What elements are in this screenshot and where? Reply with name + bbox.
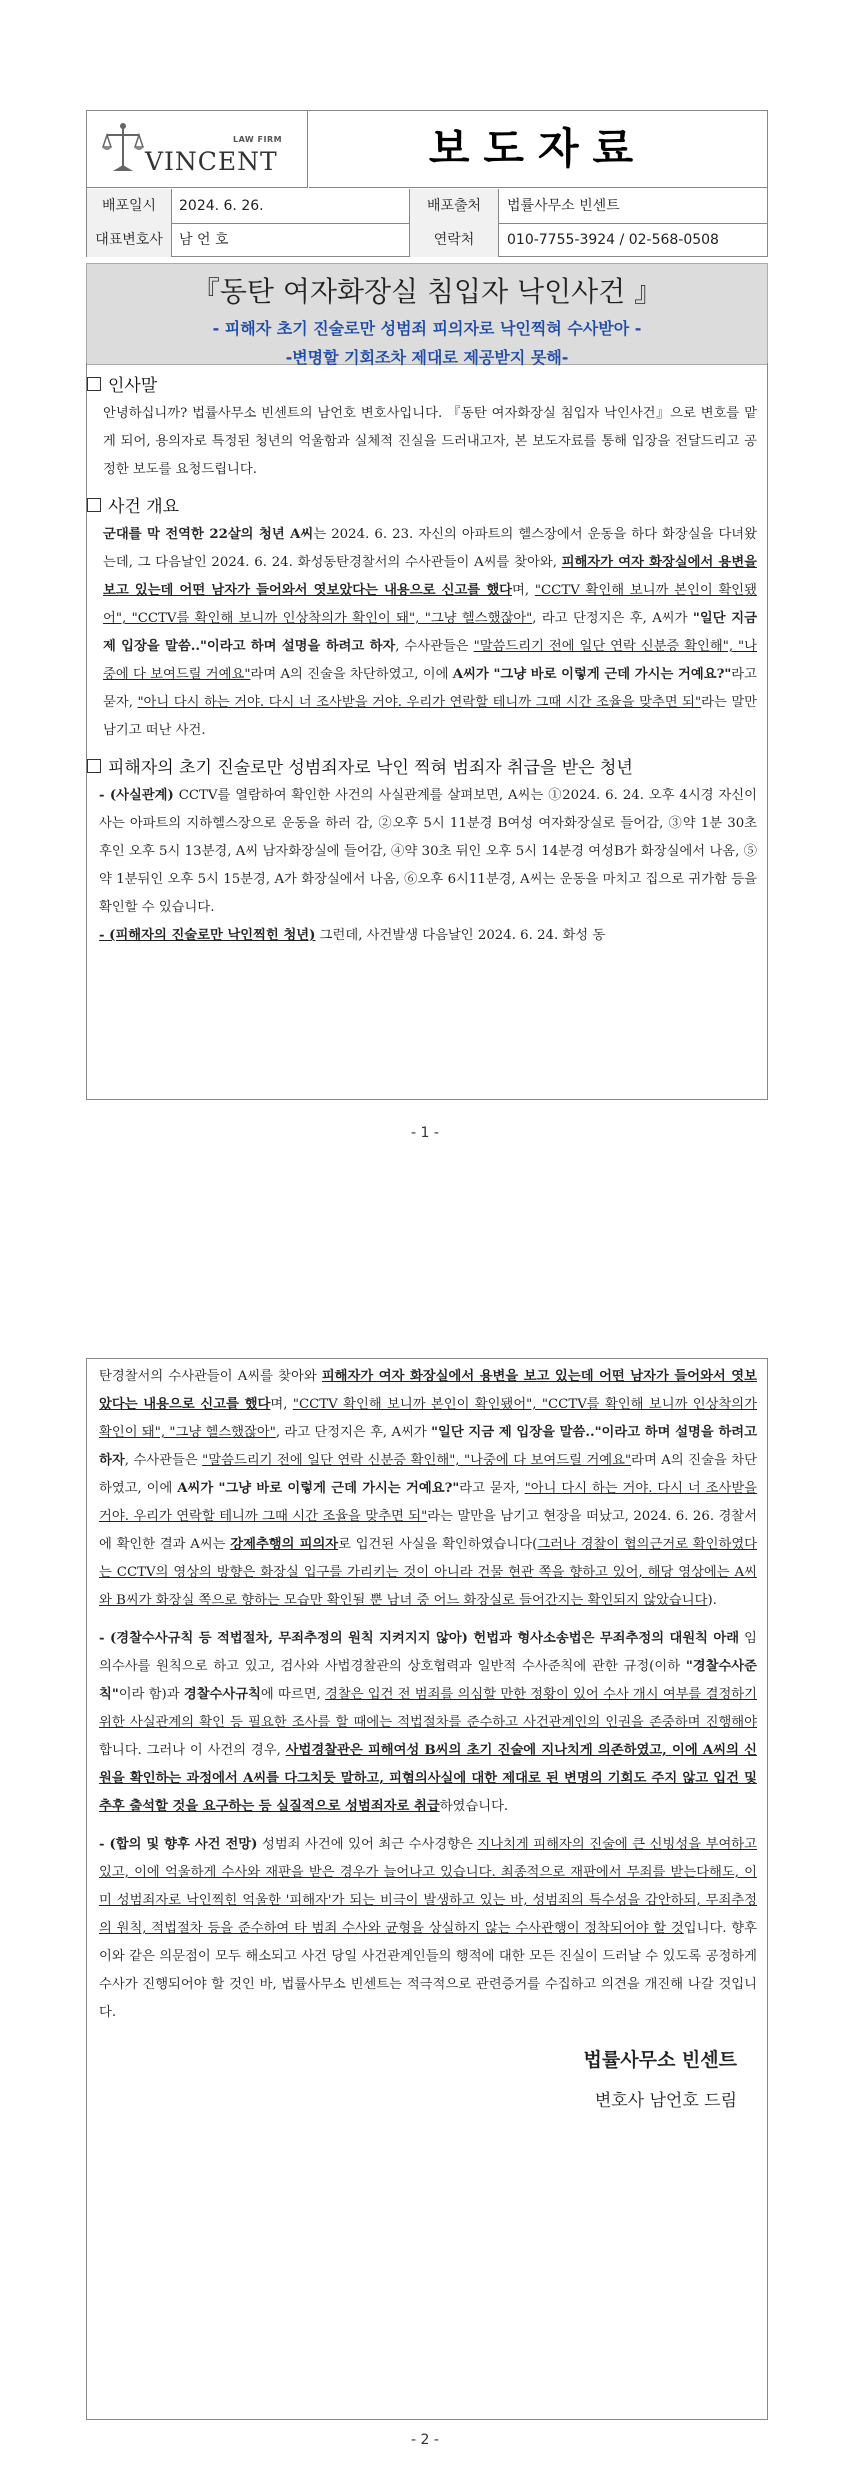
overview-text: 라며 A의 진술을 차단하였고, 이에 xyxy=(250,667,453,682)
outlook-paragraph xyxy=(87,1831,767,2027)
contact-label: 연락처 xyxy=(409,223,499,257)
body-text: 라고 묻자, xyxy=(459,1481,525,1496)
signature-firm: 법률사무소 빈센트 xyxy=(583,2049,737,2071)
section-victim-statement xyxy=(87,753,767,778)
body-quote: "일단 지금 제 입장을 말씀.."이라고 하며 설명을 하려고 하자 xyxy=(99,1425,757,1468)
body-term: "경찰수사준칙" xyxy=(99,1659,757,1702)
headline-subtitle-2: -변명할 기회조차 제대로 제공받지 못해- xyxy=(285,348,569,367)
contact-value: 010-7755-3924 / 02-568-0508 xyxy=(507,232,719,248)
body-text: 며, xyxy=(270,1397,293,1412)
branded-youth-paragraph xyxy=(87,922,767,950)
section-victim-title: 피해자의 초기 진술로만 성범죄자로 낙인 찍혀 범죄자 취급을 받은 청년 xyxy=(108,758,633,778)
body-text: 라며 A의 진술을 차단하였고, 이에 xyxy=(99,1453,757,1496)
signature-lawyer: 변호사 남언호 드림 xyxy=(594,2091,737,2111)
firm-logo-subtitle: LAW FIRM xyxy=(233,135,283,144)
representative-label: 대표변호사 xyxy=(87,223,172,257)
page-number: - 2 - xyxy=(411,2432,439,2448)
body-text: 하였습니다. xyxy=(439,1799,509,1814)
body-text: 로 입건된 사실을 확인하였습니다( xyxy=(338,1537,538,1552)
body-text: 이라 함)과 xyxy=(118,1687,184,1702)
headline-banner xyxy=(86,263,768,365)
body-quote: "아니 다시 하는 거야. 다시 너 조사받을 거야. 우리가 연락할 테니까 그때 시간 조율을 맞추면 되" xyxy=(99,1481,758,1524)
header-row-2 xyxy=(87,223,767,257)
overview-quote: "일단 지금 제 입장을 말씀.."이라고 하며 설명을 하려고 하자 xyxy=(103,611,757,654)
overview-text: , 수사관들은 xyxy=(395,639,474,654)
page-1 xyxy=(0,0,850,1190)
release-source-value: 법률사무소 빈센트 xyxy=(507,198,620,214)
overview-text: 며, xyxy=(512,583,535,598)
release-source-label: 배포출처 xyxy=(409,189,499,223)
document-type-title: 보도자료 xyxy=(309,111,767,188)
due-process-label: - (경찰수사규칙 등 적법절차, 무죄추정의 원칙 지켜지지 않아) 헌법과 형사소송법은 무죄추정의 대원칙 아래 xyxy=(99,1631,740,1646)
body-text: 에 따르면, xyxy=(260,1687,326,1702)
section-overview-title: 사건 개요 xyxy=(108,497,180,517)
overview-text: 는 2024. 6. 23. 자신의 아파트의 헬스장에서 운동을 하다 화장실을 다녀왔는데, 그 다음날인 2024. 6. 24. 화성동탄경찰서의 수사관들이 A씨를 찾아와, xyxy=(103,527,757,570)
body-rule: 경찰은 입건 전 범죄를 의심할 만한 정황이 있어 수사 개시 여부를 결정하기 위한 사실관계의 확인 등 필요한 조사를 할 때에는 적법절차를 준수하고 사건관계인의 인권을 존중하며 진행해야 xyxy=(99,1687,758,1730)
firm-logo xyxy=(87,111,308,188)
suspect-status: 강제추행의 피의자 xyxy=(230,1537,339,1552)
page-2 xyxy=(0,1300,850,2465)
body-report: 피해자가 여자 화장실에서 용변을 보고 있는데 어떤 남자가 들어와서 엿보았다는 내용으로 신고를 했다 xyxy=(99,1369,757,1412)
release-date-value: 2024. 6. 26. xyxy=(179,198,264,214)
page-number: - 1 - xyxy=(411,1125,439,1141)
body-text: 성범죄 사건에 있어 최근 수사경향은 xyxy=(257,1837,478,1852)
due-process-paragraph xyxy=(87,1625,767,1821)
header-row-1 xyxy=(87,189,767,224)
facts-label: - (사실관계) xyxy=(99,788,174,803)
body-term: 경찰수사규칙 xyxy=(183,1687,261,1702)
body-quote: A씨가 "그냥 바로 이렇게 근데 가시는 거예요?" xyxy=(177,1481,460,1496)
body-text: 합니다. 그러나 이 사건의 경우, xyxy=(99,1743,286,1758)
body-text: ). xyxy=(707,1593,717,1608)
checkbox-icon xyxy=(87,759,101,773)
body-trend: 지나치게 피해자의 진술에 큰 신빙성을 부여하고 있고, 이에 억울하게 수사와 재판을 받은 경우가 늘어나고 있습니다. 최종적으로 재판에서 무죄를 받는다해도, 이미 성범죄자로 낙인찍힌 억울한 '피해자'가 되는 비극이 발생하고 있는 바, 성범죄의 특수성을 감안하되, 무죄추정의 원칙, 적법절차 등을 준수하여 타 범죄 수사와 균형을 상실하지 않는 수사관행이 정착되어야 할 것 xyxy=(99,1837,757,1936)
overview-subject: 군대를 막 전역한 22살의 청년 A씨 xyxy=(103,527,314,542)
cctv-note: 그러나 경찰이 협의근거로 확인하였다는 CCTV의 영상의 방향은 화장실 입구를 가리키는 것이 아니라 건물 현관 쪽을 향하고 있어, 해당 영상에는 A씨와 B씨가 화장실 쪽으로 향하는 모습만 확인될 뿐 남녀 중 어느 화장실로 들어간지는 확인되지 않았습니다 xyxy=(99,1537,758,1608)
overview-report: 피해자가 여자 화장실에서 용변을 보고 있는데 어떤 남자가 들어와서 엿보았다는 내용으로 신고를 했다 xyxy=(103,555,758,598)
page-2-body xyxy=(86,1358,768,2420)
overview-quote: "CCTV 확인해 보니까 본인이 확인됐어", "CCTV를 확인해 보니까 인상착의가 확인이 돼", "그냥 헬스했잖아" xyxy=(103,583,757,626)
facts-text: CCTV를 열람하여 확인한 사건의 사실관계를 살펴보면, A씨는 ①2024. 6. 24. 오후 4시경 자신이 사는 아파트의 지하헬스장으로 운동을 하러 감, ②오후 5시 11분경 B여성 여자화장실로 들어감, ③약 1분 30초 후인 오후 5시 13분경, A씨 남자화장실에 들어감, ④약 30초 뒤인 오후 5시 14분경 여성B가 화장실에서 나옴, ⑤약 1분뒤인 오후 5시 15분경, A가 화장실에서 나옴, ⑥오후 6시11분경, A씨는 운동을 마치고 집으로 귀가함 등을 확인할 수 있습니다. xyxy=(99,788,757,915)
continued-paragraph xyxy=(87,1363,767,1615)
outlook-label: - (합의 및 향후 사건 전망) xyxy=(99,1837,258,1852)
press-release-header xyxy=(86,110,768,257)
body-text: , 수사관들은 xyxy=(124,1453,203,1468)
body-text: 임의수사를 원칙으로 하고 있고, 검사와 사법경찰관의 상호협력과 일반적 수사준칙에 관한 규정(이하 xyxy=(99,1631,758,1674)
body-quote: "말씀드리기 전에 일단 연락 신분증 확인해", "나중에 다 보여드릴 거예요" xyxy=(202,1453,632,1468)
page-1-body xyxy=(86,363,768,1100)
section-greeting-title: 인사말 xyxy=(108,376,158,396)
representative-value: 남 언 호 xyxy=(179,232,229,248)
overview-quote: "말씀드리기 전에 일단 연락 신분증 확인해", "나중에 다 보여드릴 거예요" xyxy=(103,639,757,682)
checkbox-icon xyxy=(87,377,101,391)
body-text: 라는 말만을 남기고 현장을 떠났고, 2024. 6. 26. 경찰서에 확인한 결과 A씨는 xyxy=(99,1509,757,1552)
section-greeting xyxy=(87,371,767,396)
overview-paragraph xyxy=(87,521,767,745)
body-criticism: 사법경찰관은 피해여성 B씨의 초기 진술에 지나치게 의존하였고, 이에 A씨의 신원을 확인하는 과정에서 A씨를 다그치듯 말하고, 피혐의사실에 대한 제대로 된 변명의 기회도 주지 않고 입건 및 추후 출석할 것을 요구하는 등 실질적으로 성범죄자로 취급 xyxy=(99,1743,757,1814)
overview-quote: A씨가 "그냥 바로 이렇게 근데 가시는 거예요?" xyxy=(452,667,732,682)
body-text: , 라고 단정지은 후, A씨가 xyxy=(275,1425,432,1440)
body-text: 입니다. 향후 이와 같은 의문점이 모두 해소되고 사건 당일 사건관계인들의 행적에 대한 모든 진실이 드러날 수 있도록 공정하게 수사가 진행되어야 할 것인 바, 법률사무소 빈센트는 적극적으로 관련증거를 수집하고 의견을 개진해 나갈 것입니다. xyxy=(99,1921,757,2020)
firm-logo-name: VINCENT xyxy=(145,147,278,176)
checkbox-icon xyxy=(87,498,101,512)
facts-paragraph xyxy=(87,782,767,922)
overview-quote: "아니 다시 하는 거야. 다시 너 조사받을 거야. 우리가 연락할 테니까 그때 시간 조율을 맞추면 되" xyxy=(137,695,702,710)
greeting-paragraph: 안녕하십니까? 법률사무소 빈센트의 남언호 변호사입니다. 『동탄 여자화장실 침입자 낙인사건』으로 변호를 맡게 되어, 용의자로 특정된 청년의 억울함과 실체적 진실을 드러내고자, 본 보도자료를 통해 입장을 전달드리고 공정한 보도를 요청드립니다. xyxy=(103,406,757,477)
branded-youth-label: - (피해자의 진술로만 낙인찍힌 청년) xyxy=(99,928,316,943)
overview-text: , 라고 단정지은 후, A씨가 xyxy=(532,611,693,626)
body-quote: "CCTV 확인해 보니까 본인이 확인됐어", "CCTV를 확인해 보니까 인상착의가 확인이 돼", "그냥 헬스했잖아" xyxy=(99,1397,757,1440)
scales-of-justice-icon xyxy=(101,121,145,177)
section-overview xyxy=(87,492,767,517)
branded-youth-text: 그런데, 사건발생 다음날인 2024. 6. 24. 화성 동 xyxy=(315,928,606,943)
headline-subtitle-1: - 피해자 초기 진술로만 성범죄 피의자로 낙인찍혀 수사받아 - xyxy=(212,319,642,338)
overview-text: 라는 말만 남기고 떠난 사건. xyxy=(103,695,758,738)
overview-text: 라고 묻자, xyxy=(103,667,757,710)
body-text: 탄경찰서의 수사관들이 A씨를 찾아와 xyxy=(99,1369,322,1384)
headline-title: 『동탄 여자화장실 침입자 낙인사건 』 xyxy=(191,275,663,308)
release-date-label: 배포일시 xyxy=(87,189,172,223)
